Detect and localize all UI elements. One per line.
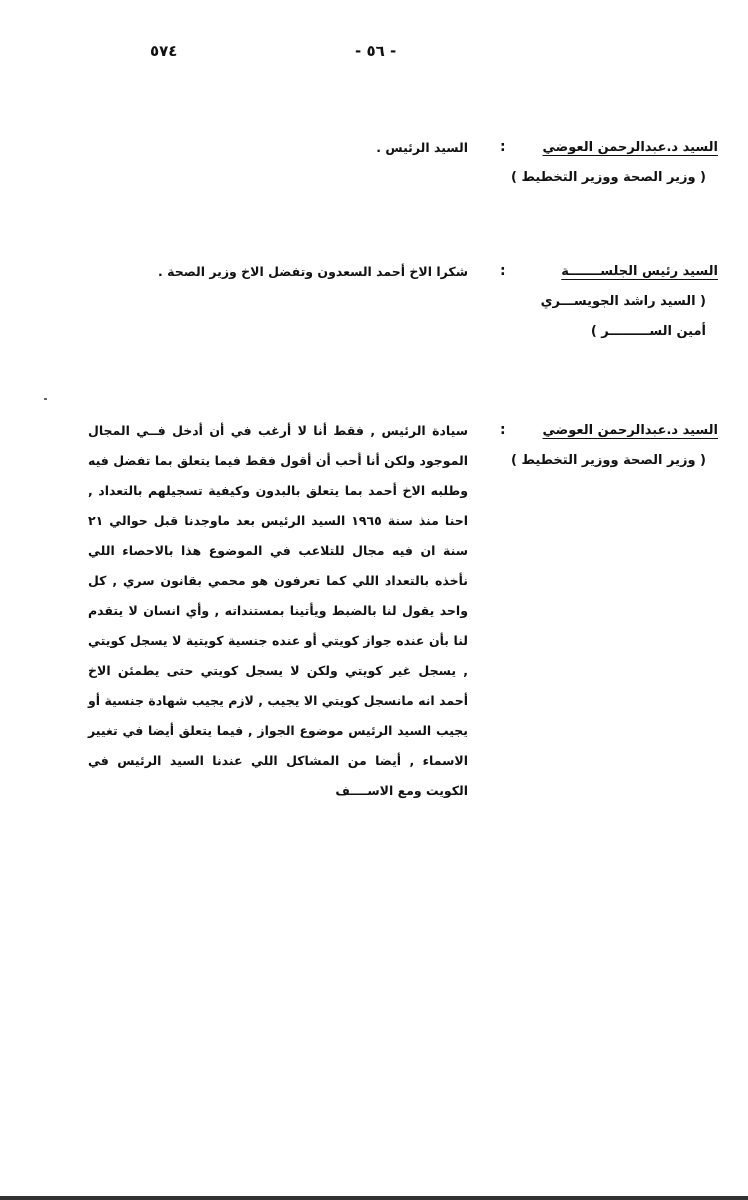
speaker-colon: : — [500, 422, 506, 438]
speech-text-3: سيادة الرئيس , فقط أنا لا أرغب في أن أدخل فــي المجال الموجود ولكن أنا أحب أن أقول فقط فيما يتعلق بما تفضل فيه وطلبه الاخ أحمد بما يتعلق بالبدون وكيفية تسجيلهم بالتعداد , احنا منذ سنة ١٩٦٥ السيد الرئيس بعد ماوجدنا قبل حوالي ٢١ سنة ان فيه مجال للتلاعب في الموضوع هذا بالاحصاء اللي نأخذه بالتعداد اللي كما تعرفون هو محمي بقانون سري , كل واحد يقول لنا بالضبط ويأتينا بمستنداته , وأي انسان لا يتقدم لنا بأن عنده جواز كويتي أو عنده جنسية كويتية لا يسجل كويتي , يسجل غير كويتي ولكن لا يسجل كويتي حتى يطمئن الاخ أحمد انه مانسجل كويتي الا يجيب , لازم يجيب شهادة جنسية أو يجيب السيد الرئيس موضوع الجواز , فيما يتعلق أيضا في تغيير الاسماء , أيضا من المشاكل اللي عندنا السيد الرئيس في الكويت ومع الاســــف — [88, 423, 468, 798]
speaker-title: ( وزير الصحة ووزير التخطيط ) — [511, 170, 706, 185]
speaker-title: ( السيد راشد الجويســـري — [540, 294, 706, 309]
page-number: - ٥٦ - — [355, 42, 397, 60]
speaker-name: السيد د.عبدالرحمن العوضي — [542, 140, 718, 155]
speaker-block-2 — [503, 257, 718, 347]
speaker-colon: : — [500, 139, 506, 155]
page-bottom-border — [0, 1196, 748, 1200]
speech-text-2: شكرا الاخ أحمد السعدون وتفضل الاخ وزير الصحة . — [158, 264, 468, 279]
document-number: ٥٧٤ — [150, 42, 178, 60]
scan-mark — [44, 398, 47, 400]
speaker-title: ( وزير الصحة ووزير التخطيط ) — [511, 453, 706, 468]
speaker-name: السيد رئيس الجلســـــــة — [561, 264, 718, 279]
speech-text-1: السيد الرئيس . — [376, 140, 468, 155]
speaker-name: السيد د.عبدالرحمن العوضي — [542, 423, 718, 438]
speaker-colon: : — [500, 263, 506, 279]
speaker-title: أمين الســـــــــر ) — [590, 324, 706, 339]
speaker-block-3 — [503, 416, 718, 476]
speaker-block-1 — [503, 133, 718, 193]
